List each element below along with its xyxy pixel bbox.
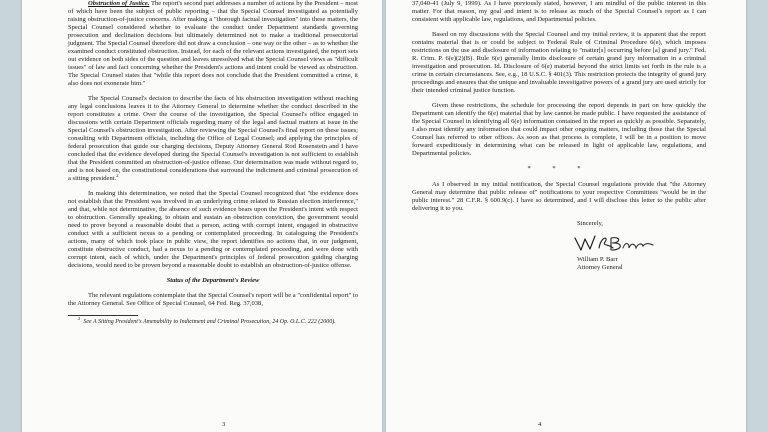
footnote: [68, 316, 358, 326]
footnote-number: 2: [78, 316, 81, 321]
paragraph: [68, 0, 358, 88]
handwritten-signature: [569, 230, 659, 256]
paragraph: As I observed in my initial notification, the Special Counsel regulations provide that "the Attorney General may determine that public release of" notifications to your respective Committees "would be in the public interest." 28 C.F.R. § 600.9(c). I have so determined, and I will disclose this letter to the public after delivering it to you.: [412, 181, 706, 212]
paragraph: [68, 95, 358, 183]
section-heading: Obstruction of Justice.: [88, 0, 150, 7]
paragraph: Based on my discussions with the Special Counsel and my initial review, it is apparent that the report contains material that is or could be subject to Federal Rule of Criminal Procedure 6(e), which imposes restrictions on the use and disclosure of information relating to "matter[s] occurring before [a] grand jury." Fed. R. Crim. P. 6(e)(2)(B). Rule 6(e) generally limits disclosure of certain grand jury information in a criminal investigation and prosecution. Id. Disclosure of 6(e) material beyond the strict limits set forth in the rule is a crime in certain circumstances. See, e.g., 18 U.S.C. § 401(3). This restriction protects the integrity of grand jury proceedings and ensures that the unique and invaluable investigative powers of a grand jury are used strictly for their intended criminal justice function.: [412, 31, 706, 94]
paragraph: The relevant regulations contemplate that the Special Counsel's report will be a "confidential report" to the Attorney General. See Office of Special Counsel, 64 Fed. Reg. 37,038,: [68, 292, 358, 307]
paragraph: 37,040-41 (July 9, 1999). As I have previously stated, however, I am mindful of the public interest in this matter. For that reason, my goal and intent is to release as much of the Special Counsel's report as I can consistent with applicable law, regulations, and Departmental policies.: [412, 0, 706, 23]
page-content: [412, 0, 706, 272]
footnote-reference: 2: [116, 172, 119, 178]
signer-title: Attorney General: [577, 264, 623, 271]
document-page-left: [22, 0, 382, 432]
paragraph: In making this determination, we noted that the Special Counsel recognized that "the evidence does not establish that the President was involved in an underlying crime related to Russian election interference," and that, while not determinative, the absence of such evidence bears upon the President's intent with respect to obstruction. Generally speaking, to obtain and sustain an obstruction conviction, the government would need to prove beyond a reasonable doubt that a person, acting with corrupt intent, engaged in obstructive conduct with a sufficient nexus to a pending or contemplated proceeding. In cataloguing the President's actions, many of which took place in public view, the report identifies no actions that, in our judgment, constitute obstructive conduct, had a nexus to a pending or contemplated proceeding, and were done with corrupt intent, each of which, under the Department's principles of federal prosecution guiding charging decisions, would need to be proven beyond a reasonable doubt to establish an obstruction-of-justice offense.: [68, 190, 358, 269]
page-number: 4: [538, 421, 542, 428]
page-number: 3: [222, 421, 226, 428]
document-page-right: [386, 0, 746, 432]
paragraph-text: The report's second part addresses a number of actions by the President – most of which have been the subject of public reporting – that the Special Counsel investigated as potentially raising obstruction-of-justice concerns. After making a "thorough factual investigation" into these matters, the Special Counsel considered whether to evaluate the conduct under Department standards governing prosecution and declination decisions but ultimately determined not to make a traditional prosecutorial judgment. The Special Counsel therefore did not draw a conclusion – one way or the other – as to whether the examined conduct constituted obstruction. Instead, for each of the relevant actions investigated, the report sets out evidence on both sides of the question and leaves unresolved what the Special Counsel views as "difficult issues" of law and fact concerning whether the President's actions and intent could be viewed as obstruction. The Special Counsel states that "while this report does not conclude that the President committed a crime, it also does not exonerate him.": [68, 0, 358, 87]
closing: Sincerely,: [577, 220, 603, 227]
footnote-text: See A Sitting President's Amenability to Indictment and Criminal Prosecution, 24 Op. O.L.C. 222 (2000).: [83, 319, 336, 325]
subheading: Status of the Department's Review: [166, 277, 260, 284]
signer-name: William P. Barr: [577, 256, 618, 263]
paragraph: Given these restrictions, the schedule for processing the report depends in part on how quickly the Department can identify the 6(e) material that by law cannot be made public. I have requested the assistance of the Special Counsel in identifying all 6(e) information contained in the report as quickly as possible. Separately, I also must identify any information that could impact other ongoing matters, including those that the Special Counsel has referred to other offices. As soon as that process is complete, I will be in a position to move forward expeditiously in determining what can be released in light of applicable law, regulations, and Departmental policies.: [412, 102, 706, 157]
signature-block: [577, 220, 706, 272]
page-content: [68, 0, 358, 326]
section-break: * * *: [527, 165, 591, 172]
paragraph-text: The Special Counsel's decision to describe the facts of his obstruction investigation without reaching any legal conclusions leaves it to the Attorney General to determine whether the conduct described in the report constitutes a crime. Over the course of the investigation, the Special Counsel's office engaged in discussions with certain Department officials regarding many of the legal and factual matters at issue in the Special Counsel's obstruction investigation. After reviewing the Special Counsel's final report on these issues; consulting with Department officials, including the Office of Legal Counsel; and applying the principles of federal prosecution that guide our charging decisions, Deputy Attorney General Rod Rosenstein and I have concluded that the evidence developed during the Special Counsel's investigation is not sufficient to establish that the President committed an obstruction-of-justice offense. Our determination was made without regard to, and is not based on, the constitutional considerations that surround the indictment and criminal prosecution of a sitting president.: [68, 95, 358, 182]
